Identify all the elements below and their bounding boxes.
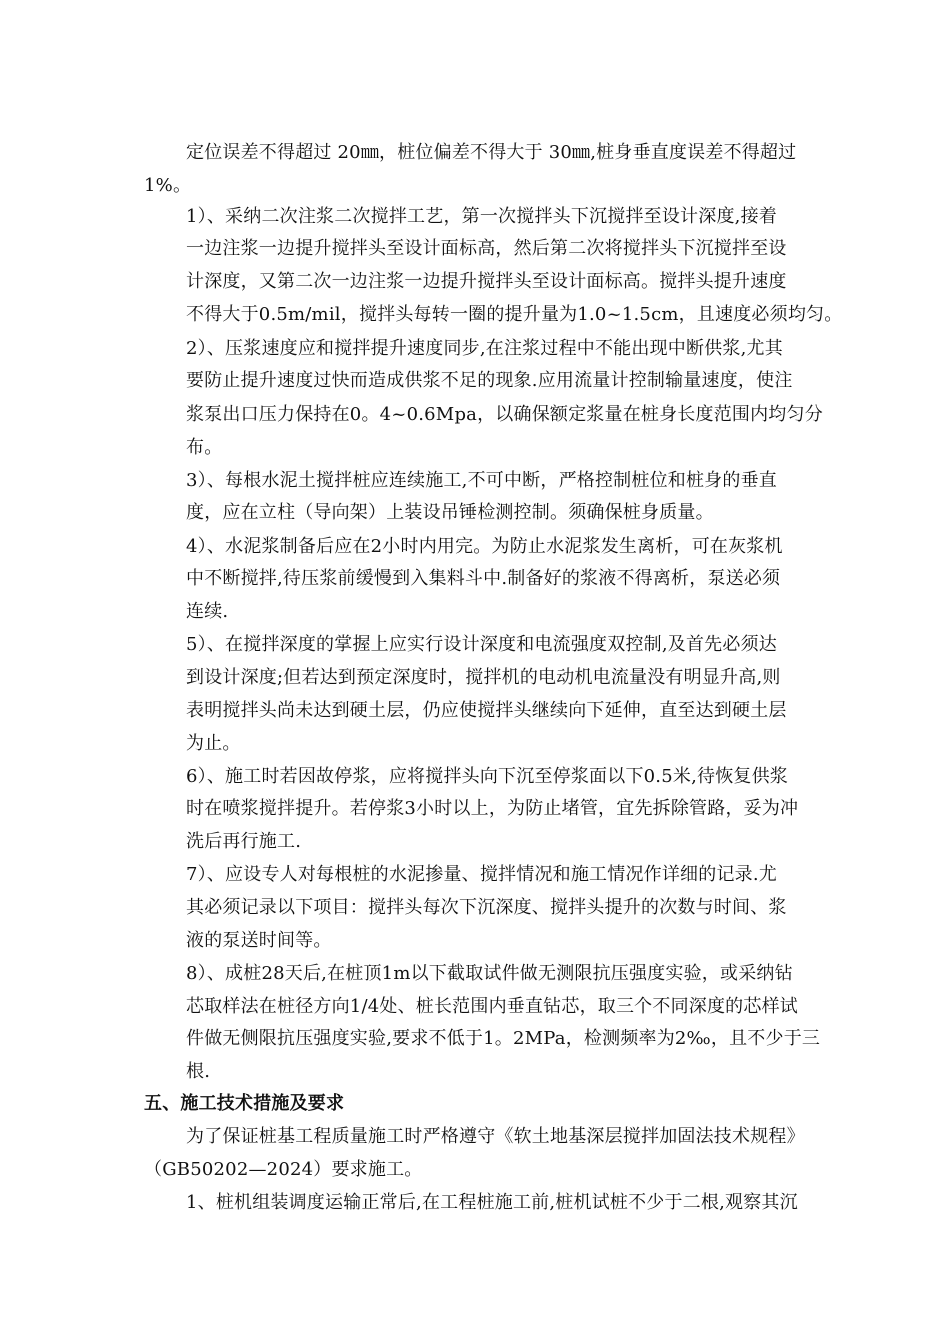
text-line: 到设计深度;但若达到预定深度时，搅拌机的电动机电流量没有明显升高,则 (186, 667, 781, 688)
text-line: 洗后再行施工. (186, 831, 302, 852)
text-line: 浆泵出口压力保持在0。4~0.6Mpa，以确保额定浆量在桩身长度范围内均匀分 (186, 404, 823, 425)
text-line: 1）、采纳二次注浆二次搅拌工艺，第一次搅拌头下沉搅拌至设计深度,接着 (186, 206, 777, 227)
text-line: 3）、每根水泥土搅拌桩应连续施工,不可中断，严格控制桩位和桩身的垂直 (186, 470, 777, 491)
text-line: 定位误差不得超过 20㎜，桩位偏差不得大于 30㎜,桩身垂直度误差不得超过 (186, 142, 797, 163)
text-line: 度，应在立柱（导向架）上装设吊锤检测控制。须确保桩身质量。 (186, 502, 714, 523)
text-line: 4）、水泥浆制备后应在2小时内用完。为防止水泥浆发生离析，可在灰浆机 (186, 536, 783, 557)
text-line: 一边注浆一边提升搅拌头至设计面标高，然后第二次将搅拌头下沉搅拌至设 (186, 238, 787, 259)
text-line: 7）、应设专人对每根桩的水泥掺量、搅拌情况和施工情况作详细的记录.尤 (186, 864, 777, 885)
text-line: 根. (186, 1061, 211, 1082)
text-line: 5）、在搅拌深度的掌握上应实行设计深度和电流强度双控制,及首先必须达 (186, 634, 777, 655)
text-line: 2）、压浆速度应和搅拌提升速度同步,在注浆过程中不能出现中断供浆,尤其 (186, 338, 783, 359)
text-line: 6）、施工时若因故停浆，应将搅拌头向下沉至停浆面以下0.5米,待恢复供浆 (186, 766, 788, 787)
text-line: 要防止提升速度过快而造成供浆不足的现象.应用流量计控制输量速度，使注 (186, 370, 793, 391)
text-line: （GB50202—2024）要求施工。 (144, 1159, 423, 1180)
text-line: 布。 (186, 437, 223, 458)
section-heading: 五、施工技术措施及要求 (144, 1093, 345, 1114)
text-line: 液的泵送时间等。 (186, 930, 332, 951)
text-line: 芯取样法在桩径方向1/4处、桩长范围内垂直钻芯，取三个不同深度的芯样试 (186, 996, 798, 1017)
text-line: 计深度，又第二次一边注浆一边提升搅拌头至设计面标高。搅拌头提升速度 (186, 271, 787, 292)
text-line: 连续. (186, 601, 229, 622)
text-line: 为止。 (186, 733, 241, 754)
text-line: 件做无侧限抗压强度实验,要求不低于1。2MPa，检测频率为2‰，且不少于三 (186, 1028, 821, 1049)
text-line: 不得大于0.5m/mil，搅拌头每转一圈的提升量为1.0~1.5cm，且速度必须均匀。 (186, 304, 843, 325)
text-line: 其必须记录以下项目：搅拌头每次下沉深度、搅拌头提升的次数与时间、浆 (186, 897, 787, 918)
text-line: 时在喷浆搅拌提升。若停浆3小时以上，为防止堵管，宜先拆除管路，妥为冲 (186, 798, 799, 819)
text-line: 1%。 (144, 175, 192, 196)
text-line: 1、桩机组装调度运输正常后,在工程桩施工前,桩机试桩不少于二根,观察其沉 (186, 1192, 798, 1213)
text-line: 为了保证桩基工程质量施工时严格遵守《软土地基深层搅拌加固法技术规程》 (186, 1126, 805, 1147)
text-line: 中不断搅拌,待压浆前缓慢到入集料斗中.制备好的浆液不得离析，泵送必须 (186, 568, 781, 589)
text-line: 表明搅拌头尚未达到硬土层，仍应使搅拌头继续向下延伸，直至达到硬土层 (186, 700, 787, 721)
text-line: 8）、成桩28天后,在桩顶1m以下截取试件做无测限抗压强度实验，或采纳钻 (186, 963, 793, 984)
